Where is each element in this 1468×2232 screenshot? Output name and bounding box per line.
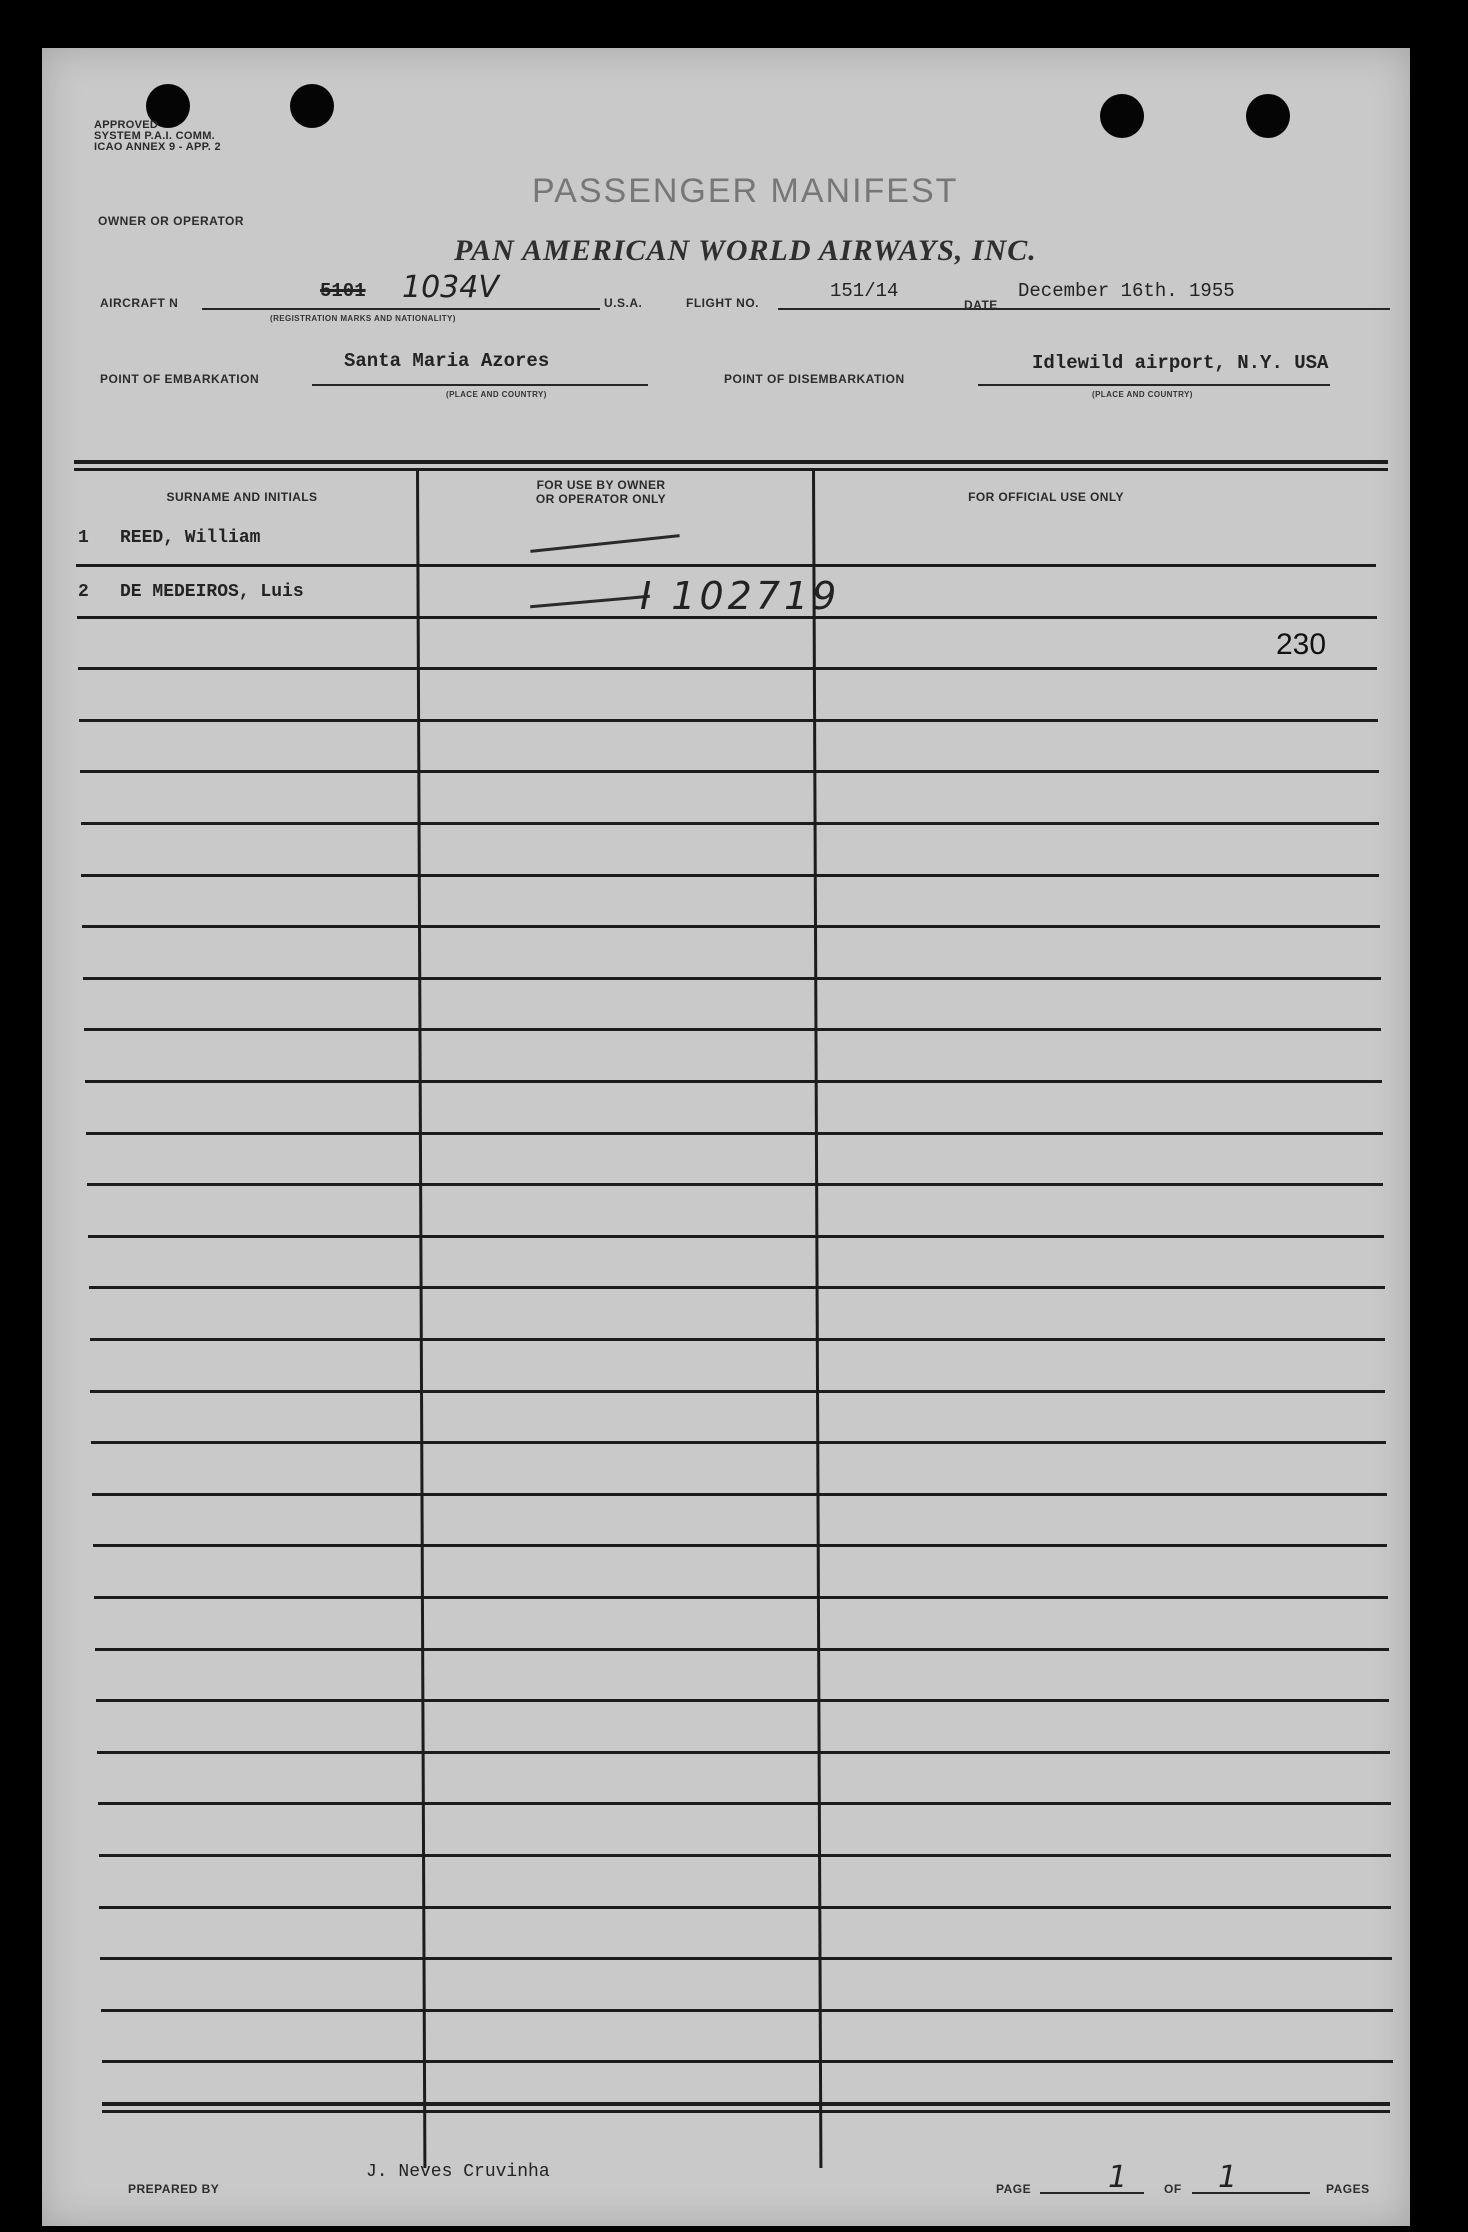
table-row-rule — [98, 1802, 1391, 1805]
column-divider — [416, 468, 426, 2168]
table-row-rule — [87, 1183, 1383, 1186]
table-row-rule — [96, 1699, 1389, 1702]
table-row-rule — [76, 564, 1376, 567]
table-row-rule — [92, 1493, 1387, 1496]
table-row-rule — [81, 822, 1379, 825]
approval-line: SYSTEM P.A.I. COMM. — [94, 130, 216, 142]
table-row-rule — [90, 1390, 1385, 1393]
table-row-rule — [85, 1080, 1382, 1083]
owner-check-mark — [530, 595, 650, 608]
flight-label: FLIGHT NO. — [686, 296, 759, 310]
table-row-rule — [90, 1338, 1385, 1341]
embarkation-label: POINT OF EMBARKATION — [100, 372, 260, 386]
owner-note: I 102719 — [640, 574, 841, 618]
column-header-official: FOR OFFICIAL USE ONLY — [968, 490, 1124, 504]
passenger-number: 2 — [78, 582, 89, 602]
table-row-rule — [84, 1028, 1381, 1031]
aircraft-label: AIRCRAFT N — [100, 296, 179, 310]
table-row-rule — [95, 1648, 1389, 1651]
passenger-number: 1 — [78, 528, 89, 548]
of-label: OF — [1164, 2182, 1182, 2196]
table-row-rule — [81, 874, 1379, 877]
approval-line: APPROVED — [94, 119, 159, 131]
form-title: PASSENGER MANIFEST — [532, 172, 959, 210]
table-top-rule — [74, 468, 1388, 471]
approval-line: ICAO ANNEX 9 - APP. 2 — [94, 141, 221, 153]
disembarkation-place: Idlewild airport, N.Y. USA — [1032, 352, 1329, 374]
embarkation-place: Santa Maria Azores — [344, 350, 550, 372]
table-row-rule — [93, 1544, 1387, 1547]
punch-hole — [1246, 94, 1290, 138]
table-row-rule — [99, 1854, 1391, 1857]
table-row-rule — [99, 1906, 1391, 1909]
embarkation-caption: (PLACE AND COUNTRY) — [446, 390, 547, 399]
column-header-owner-line: FOR USE BY OWNER — [536, 478, 666, 492]
column-header-owner — [448, 478, 754, 506]
owner-label: OWNER OR OPERATOR — [98, 214, 245, 228]
disembarkation-caption: (PLACE AND COUNTRY) — [1092, 390, 1193, 399]
table-row-rule — [91, 1441, 1386, 1444]
nationality: U.S.A. — [604, 296, 643, 310]
flight-date: December 16th. 1955 — [1018, 280, 1235, 302]
flight-number: 151/14 — [830, 280, 899, 302]
column-header-surname: SURNAME AND INITIALS — [166, 490, 318, 504]
of-underline — [1192, 2192, 1310, 2194]
page-label: PAGE — [996, 2182, 1032, 2196]
table-row-rule — [80, 770, 1379, 773]
date-underline — [1006, 308, 1390, 310]
page-total: 1 — [1218, 2160, 1238, 2195]
manifest-sheet — [42, 48, 1410, 2226]
page-number: 1 — [1108, 2160, 1128, 2195]
table-row-rule — [89, 1286, 1385, 1289]
table-row-rule — [83, 977, 1381, 980]
column-divider — [812, 468, 822, 2168]
date-label: DATE — [964, 298, 998, 312]
page-underline — [1040, 2192, 1144, 2194]
passenger-name: DE MEDEIROS, Luis — [120, 582, 304, 602]
table-row-rule — [79, 719, 1378, 722]
owner-check-mark — [530, 534, 679, 553]
operator-name: PAN AMERICAN WORLD AIRWAYS, INC. — [454, 234, 1037, 267]
table-row-rule — [78, 667, 1377, 670]
column-header-owner-line: OR OPERATOR ONLY — [535, 492, 667, 506]
aircraft-crossed-out: 5101 — [320, 280, 366, 302]
approval-note — [94, 120, 221, 153]
punch-hole — [290, 84, 334, 128]
registration-caption: (REGISTRATION MARKS AND NATIONALITY) — [270, 314, 456, 323]
aircraft-underline — [202, 308, 600, 310]
passenger-name: REED, William — [120, 528, 261, 548]
table-row-rule — [94, 1596, 1388, 1599]
prepared-by-label: PREPARED BY — [128, 2182, 220, 2196]
official-stamp-number: 230 — [1276, 628, 1327, 661]
table-row-rule — [100, 1957, 1392, 1960]
punch-hole — [1100, 94, 1144, 138]
table-row-rule — [102, 2060, 1393, 2063]
aircraft-registration: 1034V — [402, 270, 499, 305]
table-row-rule — [101, 2009, 1393, 2012]
disembarkation-underline — [978, 384, 1330, 386]
table-bottom-rule — [102, 2102, 1390, 2106]
table-row-rule — [97, 1751, 1390, 1754]
table-row-rule — [82, 925, 1380, 928]
pages-label: PAGES — [1326, 2182, 1370, 2196]
disembarkation-label: POINT OF DISEMBARKATION — [724, 372, 905, 386]
prepared-by-name: J. Neves Cruvinha — [366, 2162, 550, 2182]
table-top-rule — [74, 460, 1388, 464]
embarkation-underline — [312, 384, 648, 386]
table-bottom-rule — [102, 2110, 1390, 2113]
table-row-rule — [86, 1132, 1383, 1135]
table-row-rule — [88, 1235, 1384, 1238]
